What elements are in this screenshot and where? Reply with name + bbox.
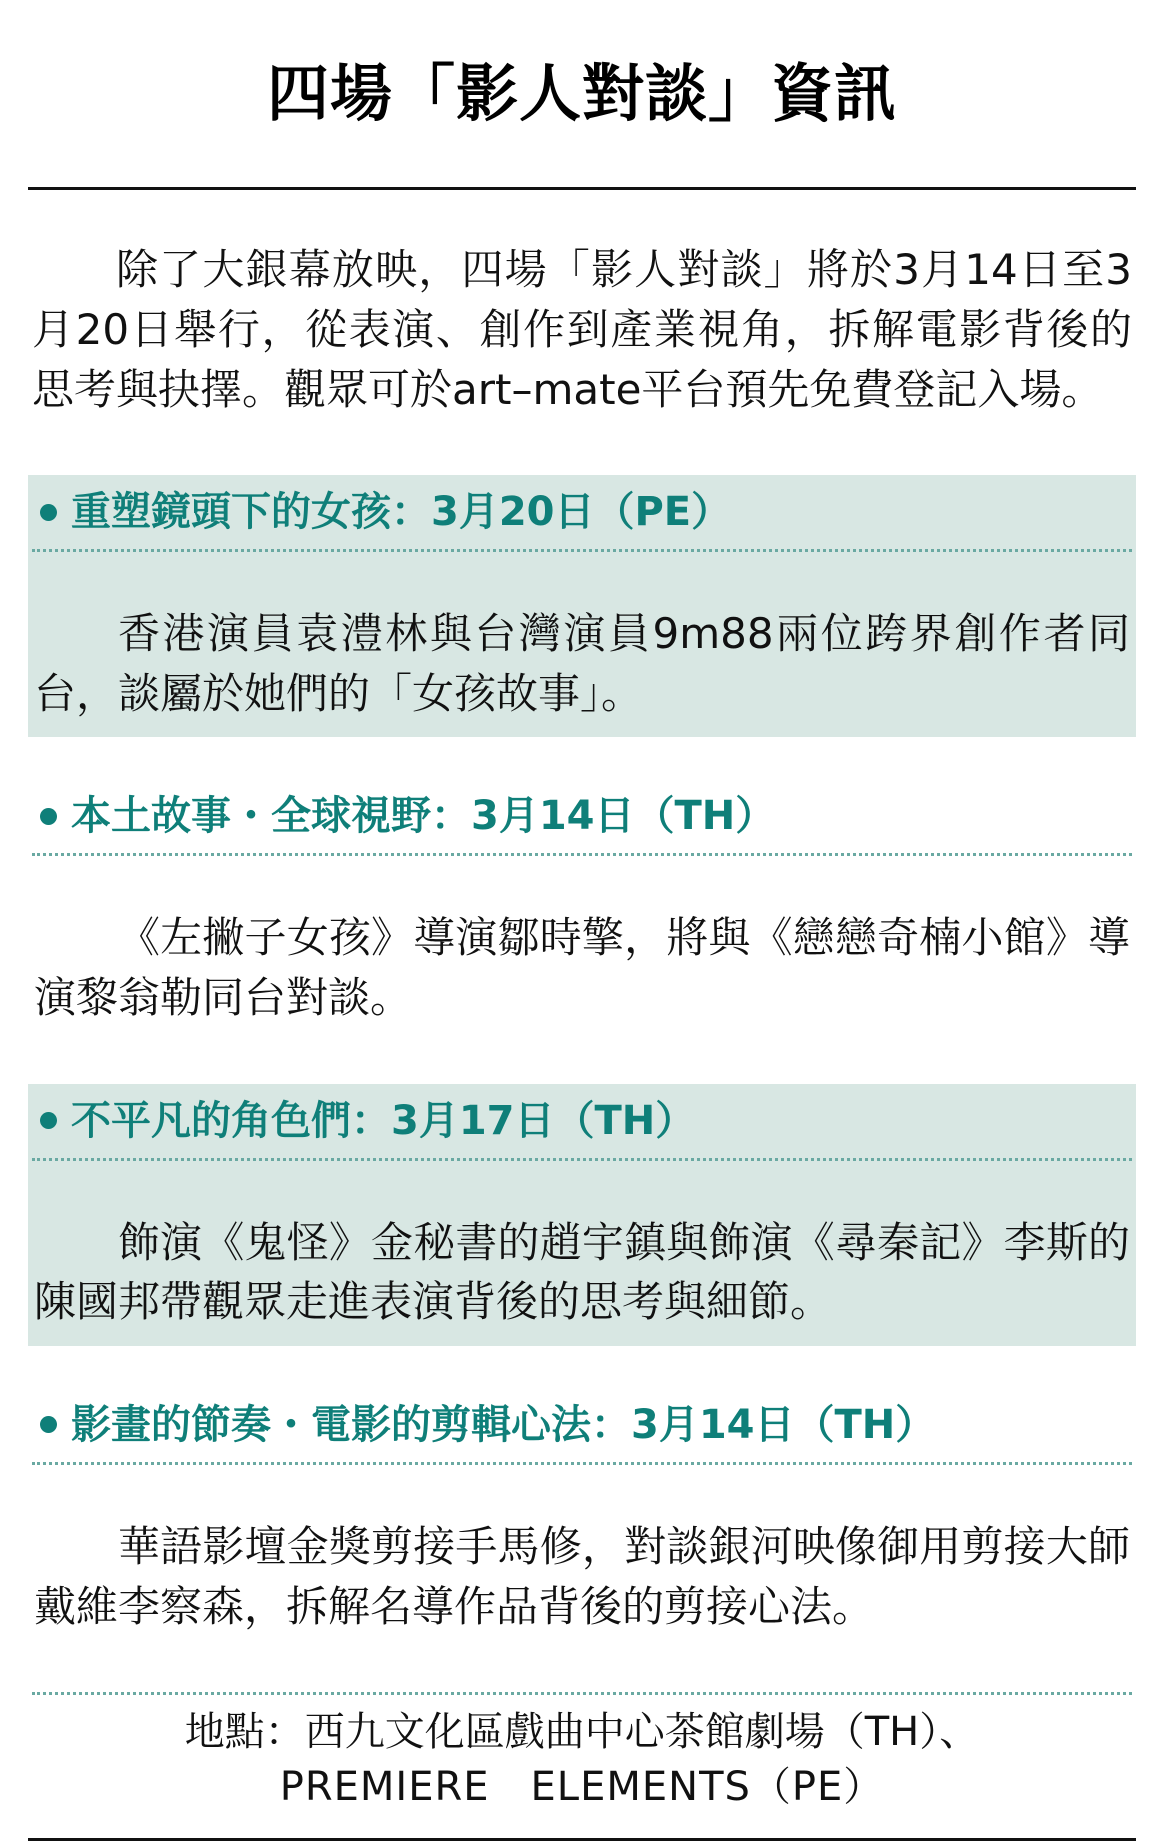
- dotted-divider: [32, 853, 1132, 856]
- session-body-3: 飾演《鬼怪》金秘書的趙宇鎮與飾演《尋秦記》李斯的陳國邦帶觀眾走進表演背後的思考與細節。: [34, 1217, 1130, 1327]
- intro-paragraph: 除了大銀幕放映，四場「影人對談」將於3月14日至3月20日舉行，從表演、創作到產業視角，拆解電影背後的思考與抉擇。觀眾可於art–mate平台預先免費登記入場。: [32, 245, 1132, 414]
- dotted-divider: [32, 1158, 1132, 1161]
- session-heading-text: 影畫的節奏・電影的剪輯心法：3月14日（TH）: [71, 1401, 936, 1448]
- session-heading-2: [28, 779, 1136, 853]
- title-divider: [28, 187, 1136, 190]
- venue-info: [28, 1695, 1136, 1823]
- bottom-divider: [28, 1838, 1136, 1841]
- article-page: [0, 42, 1164, 1811]
- session-body-1: 香港演員袁澧林與台灣演員9m88兩位跨界創作者同台，談屬於她們的「女孩故事」。: [34, 609, 1130, 718]
- bullet-icon: [40, 1112, 57, 1129]
- page-title: 四場「影人對談」資訊: [266, 56, 897, 130]
- session-heading-text: 本土故事・全球視野：3月14日（TH）: [71, 793, 776, 840]
- session-heading-4: [28, 1388, 1136, 1462]
- bullet-icon: [40, 1416, 57, 1433]
- venue-line-1: 地點：西九文化區戲曲中心茶館劇場（TH）、: [184, 1709, 980, 1756]
- session-heading-3: [28, 1084, 1136, 1158]
- session-body-2: 《左撇子女孩》導演鄒時擎，將與《戀戀奇楠小館》導演黎翁勒同台對談。: [34, 913, 1130, 1022]
- dotted-divider: [32, 1462, 1132, 1465]
- session-block-2: [28, 779, 1136, 1041]
- session-block-1: [28, 475, 1136, 737]
- dotted-divider: [32, 549, 1132, 552]
- bullet-icon: [40, 808, 57, 825]
- session-block-3: [28, 1084, 1136, 1346]
- session-block-4: [28, 1388, 1136, 1650]
- session-heading-1: [28, 475, 1136, 549]
- session-body-4: 華語影壇金獎剪接手馬修，對談銀河映像御用剪接大師戴維李察森，拆解名導作品背後的剪接心法。: [34, 1521, 1130, 1631]
- session-heading-text: 重塑鏡頭下的女孩：3月20日（PE）: [71, 489, 732, 536]
- venue-line-2: PREMIERE ELEMENTS（PE）: [279, 1764, 885, 1811]
- bullet-icon: [40, 504, 57, 521]
- session-heading-text: 不平凡的角色們：3月17日（TH）: [71, 1097, 696, 1144]
